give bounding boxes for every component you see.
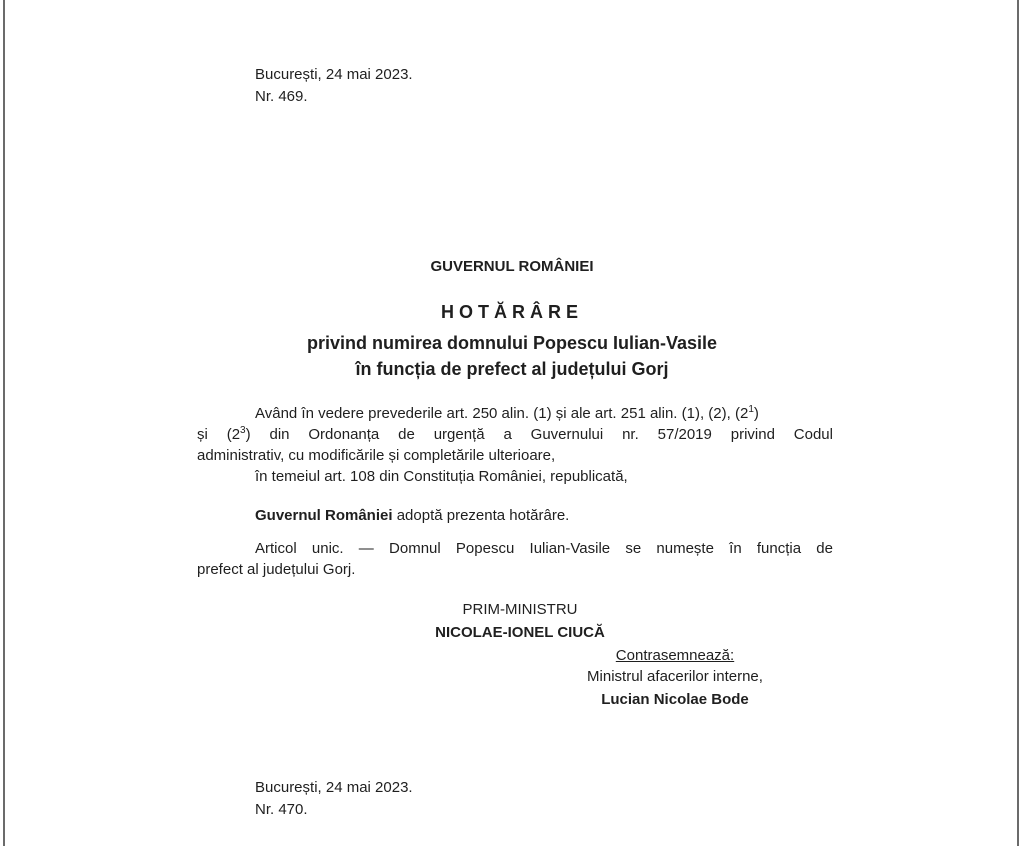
preamble-line-1-superscript: 1 [748,404,754,415]
minister-name: Lucian Nicolae Bode [601,691,749,708]
preamble-line-2-superscript: 3 [240,425,246,436]
preamble-line-4: în temeiul art. 108 din Constituția României, republicată, [255,468,628,485]
preamble-line-2-start: și (2 [197,426,241,443]
adoption-subject: Guvernul României [255,507,393,524]
preamble-line-1-text: Având în vedere prevederile art. 250 alin. (1) și ale art. 251 alin. (1), (2), (2 [255,405,749,422]
article-line-1: Articol unic. — Domnul Popescu Iulian-Vasile se numește în funcția de [255,540,833,557]
bottom-number-line: Nr. 470. [255,801,308,818]
page-left-border [3,0,5,846]
article-line-2: prefect al județului Gorj. [197,561,356,578]
preamble-line-1 [255,403,759,424]
subtitle-line-2: în funcția de prefect al județului Gorj [355,359,669,379]
document-type-title: HOTĂRÂRE [441,302,583,322]
bottom-date-line: București, 24 mai 2023. [255,779,413,796]
minister-title: Ministrul afacerilor interne, [587,668,763,685]
prime-minister-name: NICOLAE-IONEL CIUCĂ [435,624,605,641]
top-number-line: Nr. 469. [255,88,308,105]
preamble-line-3: administrativ, cu modificările și completările ulterioare, [197,447,556,464]
preamble-line-2 [197,424,833,445]
page-right-border [1017,0,1019,846]
subtitle-line-1: privind numirea domnului Popescu Iulian-Vasile [306,333,718,353]
preamble-line-2-rest: ) din Ordonanța de urgență a Guvernului nr. 57/2019 privind Codul [245,426,833,443]
countersign-label: Contrasemnează: [615,647,735,664]
preamble-line-1-end: ) [753,405,759,422]
adoption-sentence [255,505,569,526]
prime-minister-title: PRIM-MINISTRU [462,601,578,618]
issuer-heading: GUVERNUL ROMÂNIEI [430,258,594,275]
adoption-rest: adoptă prezenta hotărâre. [392,507,570,524]
top-date-line: București, 24 mai 2023. [255,66,413,83]
